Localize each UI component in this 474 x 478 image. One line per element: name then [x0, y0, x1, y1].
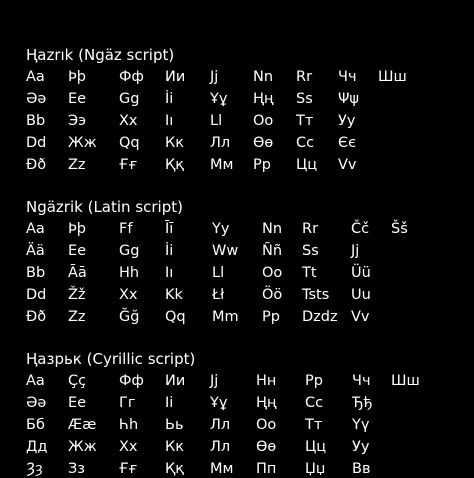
letter-cell: Зз	[68, 461, 86, 477]
letter-cell: Оо	[256, 417, 277, 433]
letter-cell: Пп	[256, 461, 277, 477]
letter-cell: Qq	[165, 309, 186, 325]
letter-cell: Dd	[26, 135, 47, 151]
letter-cell: Вв	[352, 461, 371, 477]
letter-cell: Шш	[378, 69, 407, 85]
letter-cell: Bb	[26, 113, 46, 129]
letter-cell: Дд	[26, 439, 48, 455]
letter-cell: Gg	[119, 243, 140, 259]
letter-cell: Ии	[165, 373, 186, 389]
letter-cell: Ää	[26, 243, 45, 259]
letter-cell: Rr	[302, 221, 319, 237]
letter-cell: Ðð	[26, 157, 47, 173]
letter-cell: Ээ	[68, 113, 87, 129]
letter-cell: Ee	[68, 395, 87, 411]
letter-cell: Ww	[212, 243, 239, 259]
letter-cell: Бб	[26, 417, 45, 433]
letter-cell: Ll	[210, 113, 223, 129]
letter-cell: Цц	[305, 439, 327, 455]
letter-cell: Kk	[165, 287, 183, 303]
letter-cell: Iı	[165, 265, 174, 281]
letter-cell: Bb	[26, 265, 46, 281]
letter-cell: Zz	[68, 157, 86, 173]
letter-cell: Һh	[119, 417, 139, 433]
letter-cell: Нн	[256, 373, 277, 389]
letter-cell: Aa	[26, 69, 45, 85]
letter-cell: Ii	[165, 395, 174, 411]
letter-cell: Ңң	[253, 91, 274, 107]
letter-cell: Ȝȝ	[26, 461, 43, 477]
letter-cell: Nn	[262, 221, 283, 237]
letter-cell: Oo	[262, 265, 283, 281]
letter-cell: Əə	[26, 395, 47, 411]
letter-cell: Фф	[119, 373, 144, 389]
letter-cell: Nn	[253, 69, 274, 85]
letter-cell: Xx	[119, 113, 138, 129]
letter-cell: Tt	[302, 265, 317, 281]
letter-cell: Pp	[262, 309, 280, 325]
letter-cell: Uu	[351, 287, 371, 303]
letter-cell: Жж	[68, 135, 97, 151]
letter-cell: Кк	[165, 135, 185, 151]
letter-cell: Ee	[68, 91, 87, 107]
section-title: Ngäzrik (Latin script)	[26, 198, 183, 216]
letter-cell: Cc	[296, 135, 315, 151]
letter-cell: Ff	[119, 221, 133, 237]
letter-cell: Dzdz	[302, 309, 338, 325]
letter-cell: Xx	[119, 287, 138, 303]
letter-cell: Лл	[210, 417, 231, 433]
letter-cell: Аа	[26, 373, 45, 389]
letter-cell: Тт	[296, 113, 314, 129]
letter-cell: Жж	[68, 439, 97, 455]
section-title: Ңazrık (Ngäz script)	[26, 46, 175, 64]
letter-cell: Ææ	[68, 417, 97, 433]
letter-cell: Əə	[26, 91, 47, 107]
letter-cell: Jj	[210, 69, 219, 85]
letter-cell: Јј	[210, 373, 219, 389]
letter-cell: Öö	[262, 287, 283, 303]
letter-cell: Āā	[68, 265, 87, 281]
letter-cell: Ққ	[165, 461, 185, 477]
letter-cell: Шш	[391, 373, 420, 389]
letter-cell: Фф	[119, 69, 144, 85]
letter-cell: İi	[165, 91, 174, 107]
letter-cell: Žž	[68, 287, 86, 303]
letter-cell: Тт	[305, 417, 323, 433]
letter-cell: Rr	[296, 69, 313, 85]
letter-cell: Vv	[338, 157, 357, 173]
letter-cell: Чч	[338, 69, 357, 85]
letter-cell: Мм	[210, 461, 234, 477]
letter-cell: Çç	[68, 373, 87, 389]
letter-cell: Čč	[351, 221, 370, 237]
letter-cell: Ңң	[256, 395, 277, 411]
letter-cell: Þþ	[68, 221, 86, 237]
letter-cell: Хх	[119, 439, 138, 455]
letter-cell: Ğğ	[119, 309, 140, 325]
letter-cell: Vv	[351, 309, 370, 325]
letter-cell: Þþ	[68, 69, 86, 85]
letter-cell: Кк	[165, 439, 185, 455]
letter-cell: Мм	[210, 157, 234, 173]
letter-cell: Ұұ	[210, 395, 228, 411]
letter-cell: Џџ	[305, 461, 326, 477]
letter-cell: Dd	[26, 287, 47, 303]
letter-cell: Өө	[256, 439, 277, 455]
letter-cell: Уу	[338, 113, 356, 129]
letter-cell: Ғғ	[119, 461, 138, 477]
letter-cell: Mm	[212, 309, 239, 325]
letter-cell: Ии	[165, 69, 186, 85]
letter-cell: Сс	[305, 395, 324, 411]
letter-cell: Ққ	[165, 157, 185, 173]
letter-cell: Ññ	[262, 243, 283, 259]
letter-cell: Ss	[296, 91, 313, 107]
letter-cell: Ss	[302, 243, 319, 259]
letter-cell: İi	[165, 243, 174, 259]
letter-cell: Oo	[253, 113, 274, 129]
letter-cell: Ьь	[165, 417, 184, 433]
letter-cell: Pp	[253, 157, 271, 173]
letter-cell: Šš	[391, 221, 408, 237]
letter-cell: Hh	[119, 265, 140, 281]
letter-cell: Уу	[352, 439, 370, 455]
letter-cell: Üü	[351, 265, 371, 281]
letter-cell: Үү	[352, 417, 370, 433]
letter-cell: Чч	[352, 373, 371, 389]
letter-cell: Өө	[253, 135, 274, 151]
letter-cell: Ұұ	[210, 91, 228, 107]
letter-cell: Zz	[68, 309, 86, 325]
letter-cell: Łł	[212, 287, 225, 303]
section-title: Ңазрьк (Cyrillic script)	[26, 350, 196, 368]
letter-cell: Jj	[351, 243, 360, 259]
letter-cell: Ðð	[26, 309, 47, 325]
letter-cell: Ғғ	[119, 157, 138, 173]
letter-cell: Īī	[165, 221, 174, 237]
letter-cell: Gg	[119, 91, 140, 107]
letter-cell: Гг	[119, 395, 136, 411]
letter-cell: Ee	[68, 243, 87, 259]
letter-cell: Iı	[165, 113, 174, 129]
letter-cell: Лл	[210, 135, 231, 151]
letter-cell: Цц	[296, 157, 318, 173]
letter-cell: Aa	[26, 221, 45, 237]
letter-cell: Лл	[210, 439, 231, 455]
letter-cell: Tsts	[302, 287, 330, 303]
letter-cell: Ll	[212, 265, 225, 281]
letter-cell: Ђђ	[352, 395, 373, 411]
letter-cell: Qq	[119, 135, 140, 151]
letter-cell: Рр	[305, 373, 323, 389]
letter-cell: Єє	[338, 135, 357, 151]
letter-cell: Ψψ	[338, 91, 359, 107]
letter-cell: Yy	[212, 221, 230, 237]
